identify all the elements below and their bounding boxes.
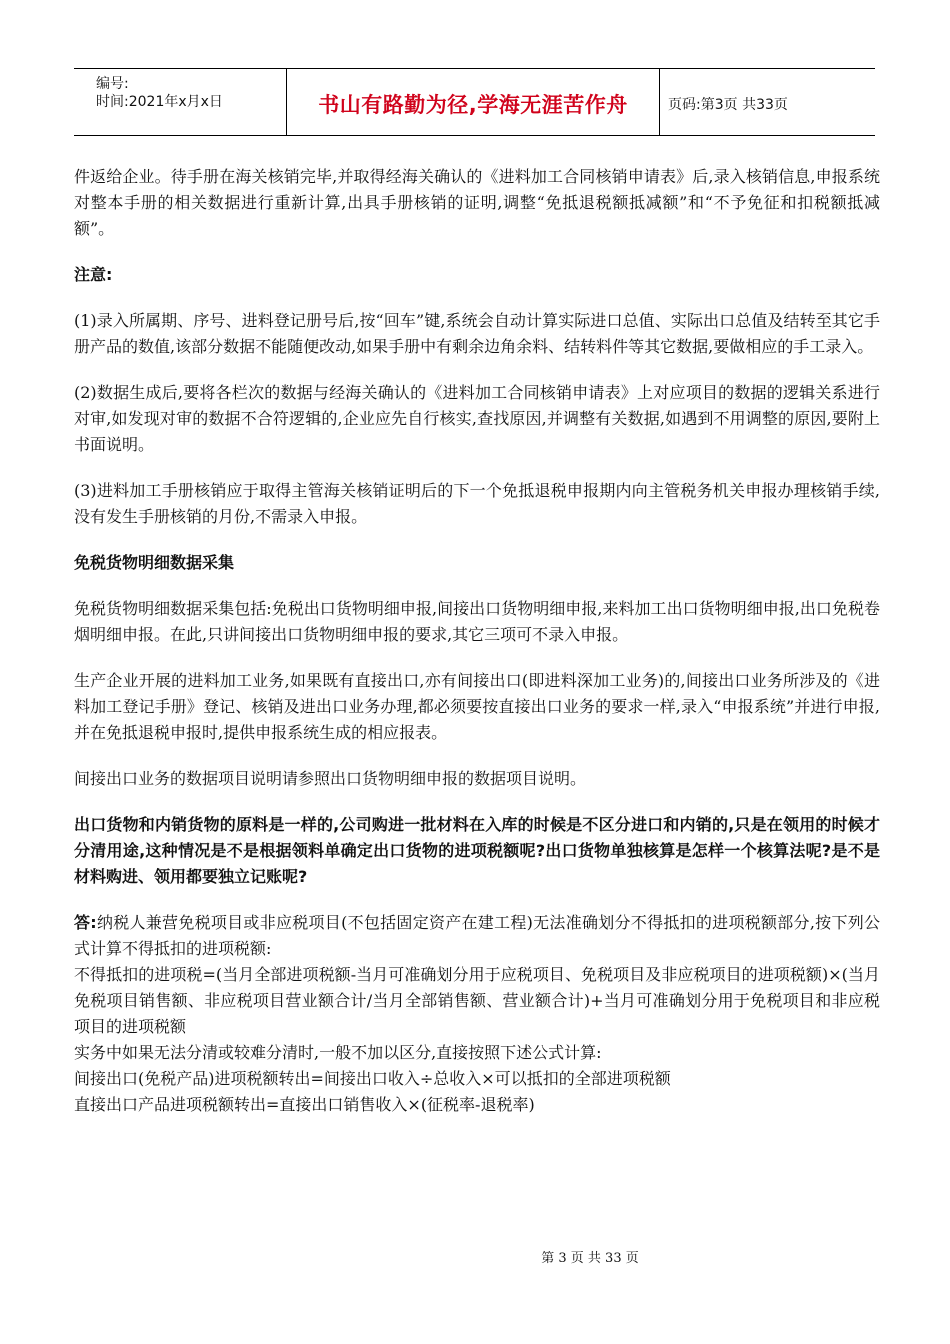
answer-formula-1: 不得抵扣的进项税=(当月全部进项税额-当月可准确划分用于应税项目、免税项目及非应税项目的进项税额)×(当月免税项目销售额、非应税项目营业额合计/当月全部销售额、营业额合计)+当月可准确划分用于免税项目和非应税项目的进项税额	[74, 965, 880, 1036]
paragraph-scope: 免税货物明细数据采集包括:免税出口货物明细申报,间接出口货物明细申报,来料加工出口货物明细申报,出口免税卷烟明细申报。在此,只讲间接出口货物明细申报的要求,其它三项可不录入申报。	[74, 599, 880, 644]
answer-text-1: 纳税人兼营免税项目或非应税项目(不包括固定资产在建工程)无法准确划分不得抵扣的进项税额部分,按下列公式计算不得抵扣的进项税额:	[74, 913, 880, 958]
document-body	[74, 164, 880, 1118]
document-number-label: 编号:	[96, 76, 129, 92]
answer-practice-note: 实务中如果无法分清或较难分清时,一般不加以区分,直接按照下述公式计算:	[74, 1043, 602, 1062]
page-footer	[0, 1247, 950, 1266]
paragraph-reference: 间接出口业务的数据项目说明请参照出口货物明细申报的数据项目说明。	[74, 769, 587, 788]
answer-formula-indirect: 间接出口(免税产品)进项税额转出=间接出口收入÷总收入×可以抵扣的全部进项税额	[74, 1069, 671, 1088]
note-item-3: (3)进料加工手册核销应于取得主管海关核销证明后的下一个免抵退税申报期内向主管税务机关申报办理核销手续,没有发生手册核销的月份,不需录入申报。	[74, 481, 880, 526]
paragraph-processing: 生产企业开展的进料加工业务,如果既有直接出口,亦有间接出口(即进料深加工业务)的,间接出口业务所涉及的《进料加工登记手册》登记、核销及进出口业务办理,都必须要按直接出口业务的要求一样,录入“申报系统”并进行申报,并在免抵退税申报时,提供申报系统生成的相应报表。	[74, 671, 880, 742]
answer-label: 答:	[74, 913, 97, 932]
paragraph-continuation: 件返给企业。待手册在海关核销完毕,并取得经海关确认的《进料加工合同核销申请表》后,录入核销信息,申报系统对整本手册的相关数据进行重新计算,出具手册核销的证明,调整“免抵退税额抵减额”和“不予免征和扣税额抵减额”。	[74, 167, 880, 238]
header-meta	[74, 69, 287, 135]
note-item-1: (1)录入所属期、序号、进料登记册号后,按“回车”键,系统会自动计算实际进口总值、实际出口总值及结转至其它手册产品的数值,该部分数据不能随便改动,如果手册中有剩余边角余料、结转料件等其它数据,要做相应的手工录入。	[74, 311, 880, 356]
header-page-number: 页码:第3页 共33页	[668, 97, 788, 113]
note-heading: 注意:	[74, 265, 113, 284]
header-motto: 书山有路勤为径,学海无涯苦作舟	[287, 69, 660, 135]
note-item-2: (2)数据生成后,要将各栏次的数据与经海关确认的《进料加工合同核销申请表》上对应项目的数据的逻辑关系进行对审,如发现对审的数据不合符逻辑的,企业应先自行核实,查找原因,并调整有关数据,如遇到不用调整的原因,要附上书面说明。	[74, 383, 880, 454]
answer-intro	[74, 910, 880, 962]
page-header	[74, 68, 875, 136]
question-paragraph: 出口货物和内销货物的原料是一样的,公司购进一批材料在入库的时候是不区分进口和内销的,只是在领用的时候才分清用途,这种情况是不是根据领料单确定出口货物的进项税额呢?出口货物单独核算是怎样一个核算法呢?是不是材料购进、领用都要独立记账呢?	[74, 815, 880, 886]
document-time-label: 时间:2021年x月x日	[96, 94, 223, 110]
footer-page-number: 第 3 页 共 33 页	[541, 1251, 639, 1266]
answer-formula-direct: 直接出口产品进项税额转出=直接出口销售收入×(征税率-退税率)	[74, 1095, 535, 1114]
answer-block	[74, 910, 880, 1118]
section-heading: 免税货物明细数据采集	[74, 553, 235, 572]
